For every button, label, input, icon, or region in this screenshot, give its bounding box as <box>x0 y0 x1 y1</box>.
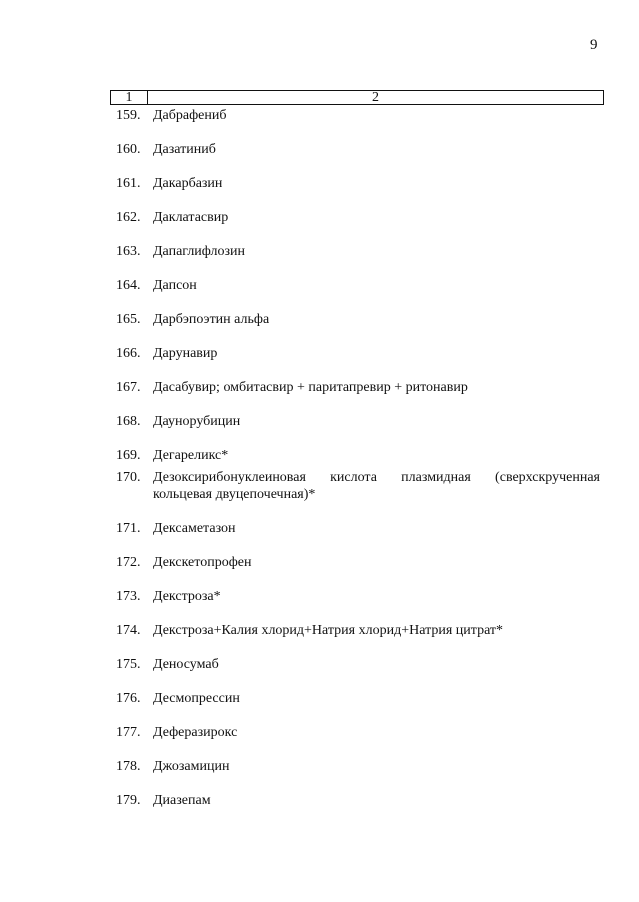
item-number: 161. <box>116 176 141 191</box>
item-text: Дарбэпоэтин альфа <box>153 312 270 327</box>
item-text: Дексаметазон <box>153 521 236 536</box>
drug-list <box>116 107 600 809</box>
list-item <box>116 413 600 430</box>
item-number: 160. <box>116 142 141 157</box>
item-number: 176. <box>116 691 141 706</box>
list-item <box>116 520 600 537</box>
list-item <box>116 243 600 260</box>
list-item <box>116 107 600 124</box>
item-number: 173. <box>116 589 141 604</box>
item-number: 170. <box>116 470 141 485</box>
page-number: 9 <box>590 37 598 53</box>
item-text: Декстроза* <box>153 589 221 604</box>
item-number: 174. <box>116 623 141 638</box>
table-header-column-1: 1 <box>111 91 148 104</box>
item-text: Даунорубицин <box>153 414 241 429</box>
item-text: Дарунавир <box>153 346 218 361</box>
list-item <box>116 469 600 503</box>
item-number: 169. <box>116 448 141 463</box>
item-number: 164. <box>116 278 141 293</box>
list-item <box>116 311 600 328</box>
item-text: Дапаглифлозин <box>153 244 246 259</box>
item-text: Дасабувир; омбитасвир + паритапревир + ритонавир <box>153 380 468 395</box>
item-text: Декскетопрофен <box>153 555 252 570</box>
item-number: 163. <box>116 244 141 259</box>
list-item <box>116 656 600 673</box>
list-item <box>116 277 600 294</box>
item-number: 178. <box>116 759 141 774</box>
item-number: 159. <box>116 108 141 123</box>
list-item <box>116 447 600 464</box>
item-text: Десмопрессин <box>153 691 240 706</box>
list-item <box>116 175 600 192</box>
item-text: Декстроза+Калия хлорид+Натрия хлорид+Натрия цитрат* <box>153 623 504 638</box>
item-text: Дазатиниб <box>153 142 216 157</box>
item-number: 172. <box>116 555 141 570</box>
item-number: 168. <box>116 414 141 429</box>
item-text: Дабрафениб <box>153 108 227 123</box>
item-text: Дезоксирибонуклеиновая кислота плазмидная (сверхскрученная кольцевая двуцепочечная)* <box>153 470 600 502</box>
item-text: Деносумаб <box>153 657 219 672</box>
item-text: Джозамицин <box>153 759 230 774</box>
item-text: Дегареликс* <box>153 448 229 463</box>
item-number: 179. <box>116 793 141 808</box>
item-number: 171. <box>116 521 141 536</box>
table-header <box>110 90 604 105</box>
item-text: Деферазирокс <box>153 725 238 740</box>
list-item <box>116 690 600 707</box>
list-item <box>116 622 600 639</box>
list-item <box>116 141 600 158</box>
table-header-column-2: 2 <box>372 90 379 105</box>
item-number: 175. <box>116 657 141 672</box>
item-number: 167. <box>116 380 141 395</box>
list-item <box>116 209 600 226</box>
item-number: 165. <box>116 312 141 327</box>
item-text: Диазепам <box>153 793 211 808</box>
item-text: Даклатасвир <box>153 210 229 225</box>
list-item <box>116 724 600 741</box>
item-number: 166. <box>116 346 141 361</box>
list-item <box>116 345 600 362</box>
list-item <box>116 758 600 775</box>
item-text: Дакарбазин <box>153 176 223 191</box>
list-item <box>116 554 600 571</box>
item-number: 162. <box>116 210 141 225</box>
list-item <box>116 379 600 396</box>
list-item <box>116 588 600 605</box>
list-item <box>116 792 600 809</box>
item-text: Дапсон <box>153 278 197 293</box>
item-number: 177. <box>116 725 141 740</box>
